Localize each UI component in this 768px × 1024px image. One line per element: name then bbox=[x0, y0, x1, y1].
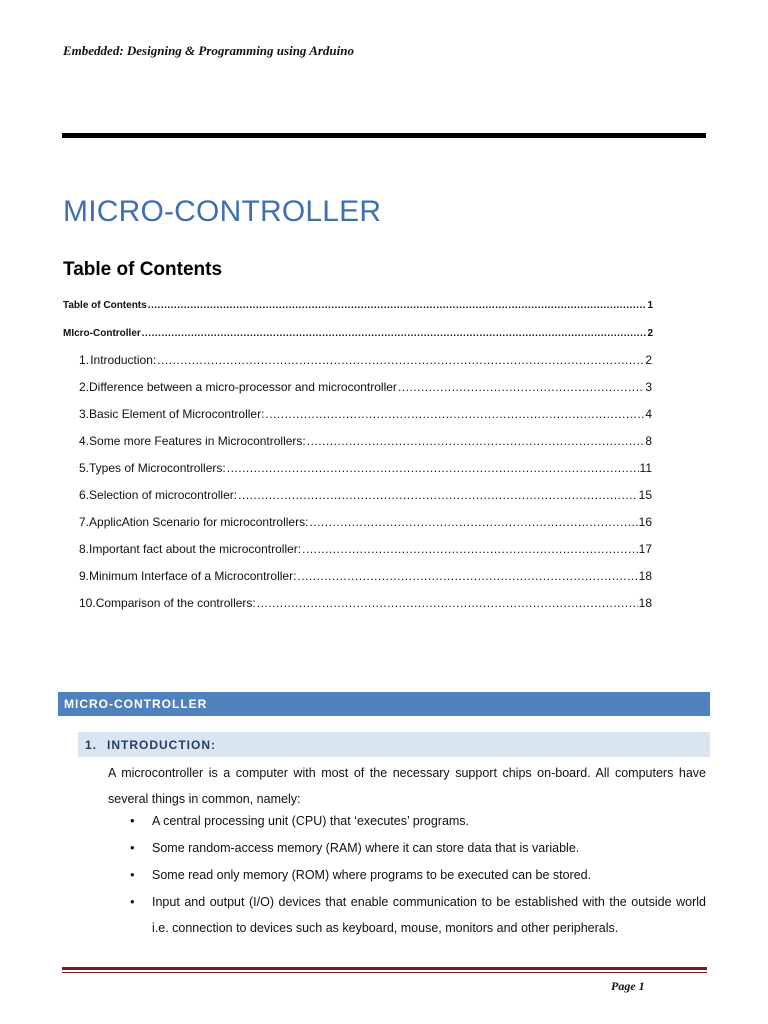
toc-entry-number: 1. bbox=[79, 353, 90, 367]
toc-entry-text: Types of Microcontrollers: bbox=[89, 461, 226, 475]
toc-leader-dots bbox=[265, 407, 644, 421]
list-item-text: Input and output (I/O) devices that enable communication to be established with the outside world i.e. connection to devices such as keyboard, mouse, monitors and other peripherals. bbox=[152, 895, 706, 935]
toc-entry-page: 3 bbox=[645, 380, 652, 394]
toc-entry-number: 10. bbox=[79, 596, 96, 610]
toc-entry[interactable] bbox=[79, 380, 652, 394]
footer-rule-thin bbox=[62, 972, 707, 973]
intro-paragraph: A microcontroller is a computer with most of the necessary support chips on-board. All computers have several things in common, namely: bbox=[108, 766, 706, 806]
toc-entry-page: 16 bbox=[638, 515, 652, 529]
list-item bbox=[108, 808, 706, 834]
toc-entry-page: 18 bbox=[638, 596, 652, 610]
list-item bbox=[108, 889, 706, 941]
subsection-number: 1. bbox=[85, 738, 98, 752]
toc-entry-page: 11 bbox=[639, 461, 652, 475]
toc-entry-text: Comparison of the controllers: bbox=[95, 596, 256, 610]
toc-entry[interactable] bbox=[63, 300, 653, 311]
bullet-icon: • bbox=[130, 867, 135, 882]
toc-entry[interactable] bbox=[79, 461, 652, 475]
section-heading: MICRO-CONTROLLER bbox=[64, 697, 208, 711]
toc-leader-dots bbox=[302, 542, 638, 556]
list-item-text: Some read only memory (ROM) where programs to be executed can be stored. bbox=[152, 868, 592, 882]
subsection-heading: INTRODUCTION: bbox=[107, 738, 216, 752]
toc-leader-dots bbox=[227, 461, 639, 475]
footer-rule bbox=[62, 967, 707, 970]
bullet-icon: • bbox=[130, 840, 135, 855]
toc-leader-dots bbox=[398, 380, 644, 394]
toc-entry-page: 8 bbox=[645, 434, 652, 448]
toc-entry-number: 8. bbox=[79, 542, 90, 556]
toc-entry-number: 9. bbox=[79, 569, 90, 583]
list-item bbox=[108, 862, 706, 888]
page-title: MICRO-CONTROLLER bbox=[63, 195, 382, 228]
toc-entry-page: 2 bbox=[645, 353, 652, 367]
toc-entry-text: Selection of microcontroller: bbox=[89, 488, 238, 502]
toc-entry[interactable] bbox=[79, 353, 652, 367]
toc-entry-page: 1 bbox=[647, 300, 653, 311]
toc-heading: Table of Contents bbox=[63, 259, 223, 280]
toc-entry-number: 7. bbox=[79, 515, 90, 529]
section-heading-bar bbox=[58, 692, 710, 716]
toc-leader-dots bbox=[257, 596, 638, 610]
list-item-text: Some random-access memory (RAM) where it can store data that is variable. bbox=[152, 841, 580, 855]
toc-leader-dots bbox=[157, 353, 644, 367]
header-rule bbox=[62, 133, 706, 138]
toc-leader-dots bbox=[297, 569, 637, 583]
toc-entry-page: 18 bbox=[638, 569, 652, 583]
toc-entry[interactable] bbox=[79, 569, 652, 583]
toc-entry[interactable] bbox=[79, 407, 652, 421]
bullet-icon: • bbox=[130, 813, 135, 828]
toc-entry[interactable] bbox=[79, 515, 652, 529]
toc-entry-number: 5. bbox=[79, 461, 90, 475]
toc-entry[interactable] bbox=[79, 542, 652, 556]
toc-entry[interactable] bbox=[79, 434, 652, 448]
running-header-title: Embedded: Designing & Programming using Arduino bbox=[63, 43, 354, 58]
toc-entry-text: Important fact about the microcontroller: bbox=[89, 542, 302, 556]
toc-entry-text: Table of Contents bbox=[63, 300, 147, 311]
toc-entry[interactable] bbox=[79, 488, 652, 502]
toc-entry-text: Introduction: bbox=[90, 353, 157, 367]
toc-entry-number: 6. bbox=[79, 488, 90, 502]
toc-entry-text: MIcro-Controller bbox=[63, 328, 141, 339]
toc-leader-dots bbox=[307, 434, 645, 448]
toc-entry-page: 15 bbox=[638, 488, 652, 502]
toc-entry-page: 4 bbox=[645, 407, 652, 421]
toc-leader-dots bbox=[309, 515, 637, 529]
toc-entry[interactable] bbox=[63, 328, 653, 339]
toc-entry-number: 4. bbox=[79, 434, 90, 448]
toc-entry-page: 17 bbox=[638, 542, 652, 556]
toc-entry-text: Basic Element of Microcontroller: bbox=[89, 407, 265, 421]
toc-entry-text: Minimum Interface of a Microcontroller: bbox=[89, 569, 297, 583]
toc-entry-page: 2 bbox=[647, 328, 653, 339]
toc-entry-number: 3. bbox=[79, 407, 90, 421]
toc-leader-dots bbox=[148, 300, 647, 311]
toc-leader-dots bbox=[142, 328, 647, 339]
toc-entry-text: Some more Features in Microcontrollers: bbox=[89, 434, 306, 448]
bullet-list bbox=[108, 808, 706, 942]
toc-leader-dots bbox=[238, 488, 638, 502]
bullet-icon: • bbox=[130, 894, 135, 909]
page-number: Page 1 bbox=[611, 979, 645, 993]
subsection-heading-bar bbox=[78, 732, 710, 757]
list-item bbox=[108, 835, 706, 861]
toc-entry[interactable] bbox=[79, 596, 652, 610]
toc-entry-number: 2. bbox=[79, 380, 90, 394]
toc-entry-text: ApplicAtion Scenario for microcontrollers: bbox=[89, 515, 309, 529]
list-item-text: A central processing unit (CPU) that ‘executes’ programs. bbox=[152, 814, 470, 828]
toc-entry-text: Difference between a micro-processor and microcontroller bbox=[89, 380, 397, 394]
